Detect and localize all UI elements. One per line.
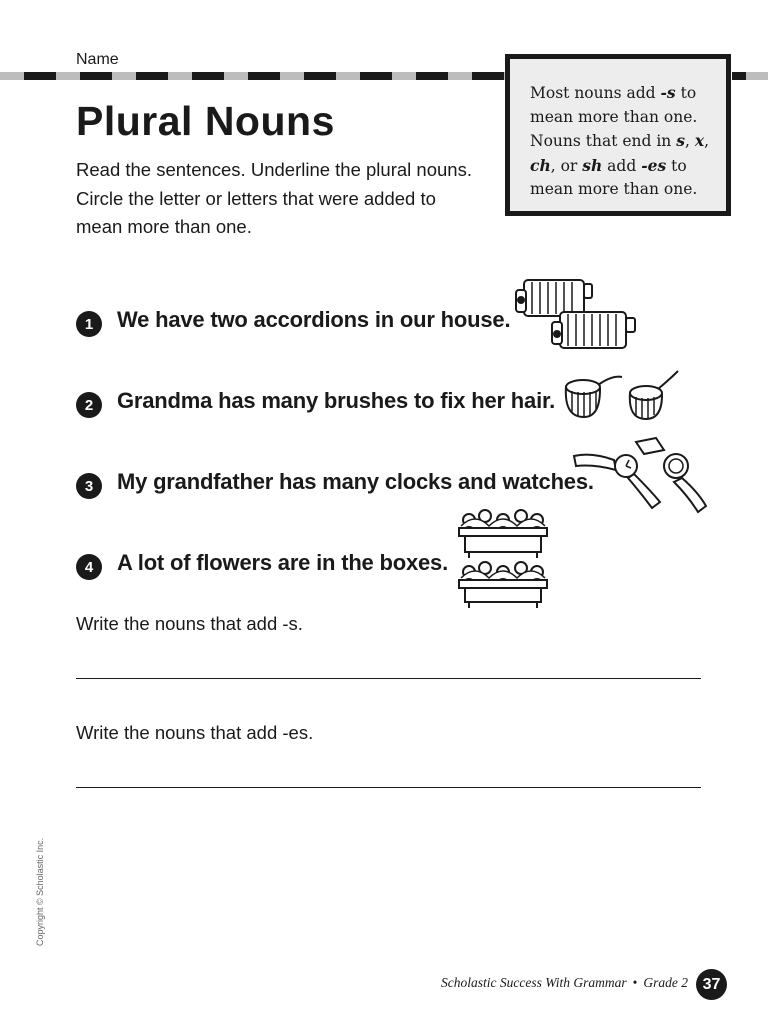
item-number: 4 [76,554,102,580]
header-stripe-right [732,72,768,80]
sentence-text[interactable]: A lot of flowers are in the boxes. [117,550,448,575]
flower-boxes-icon [455,506,551,610]
footer [441,975,688,991]
answer-line-es[interactable] [76,787,701,788]
accordions-icon [512,272,642,360]
item-number: 2 [76,392,102,418]
page-title: Plural Nouns [76,98,335,144]
sentence-item [76,465,594,499]
separator: • [632,975,638,990]
watches-icon [570,436,712,516]
sentence-text[interactable]: Grandma has many brushes to fix her hair. [117,388,556,413]
rule-box [505,54,731,216]
item-number: 3 [76,473,102,499]
rule-text: Most nouns add -s to mean more than one. Nouns that end in s, x, ch, or sh add -es to mean more than one. [530,83,710,198]
instructions: Read the sentences. Underline the plural nouns. Circle the letter or letters that were added to mean more than one. [76,159,472,237]
prompt-add-s: Write the nouns that add -s. [76,613,303,634]
book-title: Scholastic Success With Grammar [441,975,627,990]
header-stripe [0,72,510,80]
sentence-item [76,546,448,580]
sentence-text[interactable]: My grandfather has many clocks and watches. [117,469,594,494]
prompt-add-es: Write the nouns that add -es. [76,722,314,743]
name-label: Name [76,51,119,68]
answer-line-s[interactable] [76,678,701,679]
brushes-icon [560,365,684,423]
copyright: Copyright © Scholastic Inc. [35,837,45,946]
sentence-item [76,384,555,418]
sentence-text[interactable]: We have two accordions in our house. [117,307,511,332]
grade-label: Grade 2 [643,975,688,990]
item-number: 1 [76,311,102,337]
sentence-item [76,303,510,337]
page-number: 37 [696,969,727,1000]
